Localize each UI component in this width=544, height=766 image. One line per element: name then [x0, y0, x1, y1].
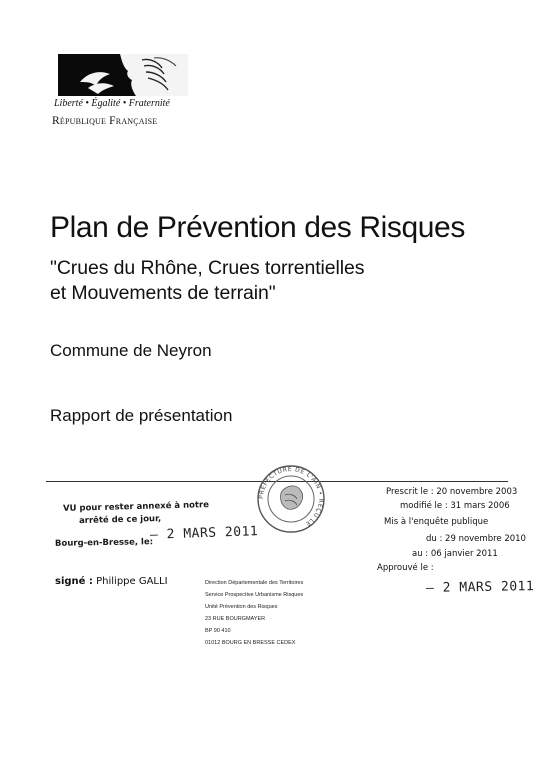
- inquiry-end-date: au : 06 janvier 2011: [412, 549, 498, 559]
- office-line-3: Unité Prévention des Risques: [205, 604, 278, 610]
- document-subtitle: [50, 256, 364, 306]
- public-inquiry-label: Mis à l'enquête publique: [384, 517, 489, 527]
- modified-date: modifié le : 31 mars 2006: [400, 501, 510, 511]
- approved-date: – 2 MARS 2011: [425, 579, 535, 596]
- inquiry-start-date: du : 29 novembre 2010: [426, 534, 526, 544]
- stamp-line-2: arrêté de ce jour,: [78, 513, 162, 527]
- signature-line: [55, 576, 168, 587]
- seal-text: PRÉFECTURE DE L'AIN • REÇU LE: [257, 465, 325, 528]
- republic-name: République Française: [52, 115, 158, 127]
- office-line-4: 23 RUE BOURGMAYER: [205, 616, 266, 622]
- office-line-5: BP 90 410: [205, 628, 231, 634]
- office-line-6: 01012 BOURG EN BRESSE CEDEX: [205, 640, 296, 646]
- document-type: Rapport de présentation: [50, 406, 233, 425]
- commune-name: Commune de Neyron: [50, 341, 212, 360]
- document-title: Plan de Prévention des Risques: [50, 211, 465, 244]
- subtitle-line-1: "Crues du Rhône, Crues torrentielles: [50, 257, 365, 279]
- signed-label: signé :: [55, 576, 93, 587]
- office-line-1: Direction Départementale des Territoires: [205, 580, 304, 586]
- subtitle-line-2: et Mouvements de terrain": [50, 282, 276, 304]
- office-line-2: Service Prospective Urbanisme Risques: [205, 592, 304, 598]
- approved-label: Approuvé le :: [377, 563, 434, 573]
- stamp-line-1: VU pour rester annexé à notre: [62, 500, 210, 514]
- prefecture-seal-icon: [255, 463, 327, 535]
- republic-motto: Liberté • Égalité • Fraternité: [54, 98, 170, 109]
- marianne-logo-icon: [58, 54, 188, 96]
- prescribed-date: Prescrit le : 20 novembre 2003: [386, 487, 518, 497]
- stamp-date: – 2 MARS 2011: [149, 524, 259, 543]
- stamp-place: Bourg-en-Bresse, le:: [54, 537, 154, 549]
- signed-name: Philippe GALLI: [96, 576, 168, 587]
